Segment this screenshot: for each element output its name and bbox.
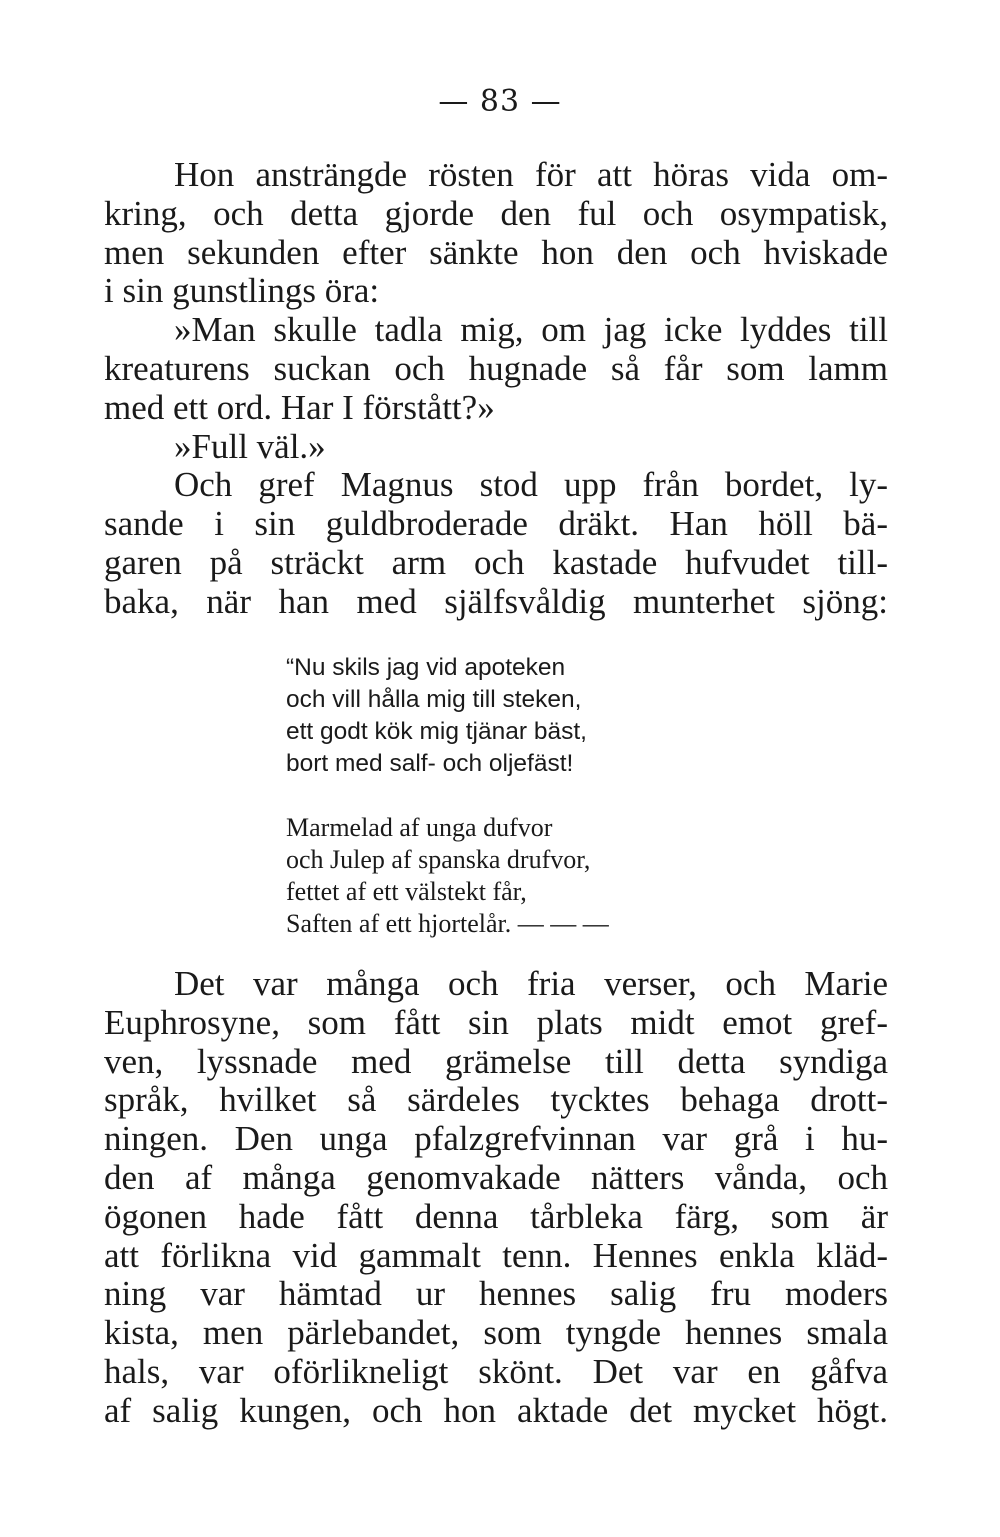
verse-line: ett godt kök mig tjänar bäst, <box>286 718 587 745</box>
text-line: Det var många och fria verser, och Marie <box>174 964 888 1003</box>
text-line: ögonen hade fått denna tårbleka färg, som är <box>104 1196 888 1236</box>
verse-line: och vill hålla mig till steken, <box>286 686 582 713</box>
text-line: men sekunden efter sänkte hon den och hviskade <box>104 232 888 272</box>
text-line: garen på sträckt arm och kastade hufvudet till- <box>104 542 888 582</box>
verse-line: Saften af ett hjortelår. — — — <box>286 909 609 938</box>
text-line: med ett ord. Har I förstått?» <box>104 387 495 427</box>
page-number: — 83 — <box>438 84 562 119</box>
text-line: språk, hvilket så särdeles tycktes behaga drott- <box>104 1080 888 1120</box>
verse-line: fettet af ett välstekt får, <box>286 877 527 906</box>
prose-block-top <box>104 156 888 622</box>
text-line: den af många genomvakade nätters vånda, och <box>104 1157 888 1197</box>
text-line: af salig kungen, och hon aktade det mycket högt. <box>104 1390 888 1430</box>
text-line: i sin gunstlings öra: <box>104 271 380 311</box>
text-line: »Full väl.» <box>174 426 326 466</box>
text-line: baka, när han med själfsvåldig munterhet sjöng: <box>104 581 888 621</box>
verse-stanza-1 <box>286 652 587 780</box>
text-line: kista, men pärlebandet, som tyngde hennes smala <box>104 1313 888 1353</box>
verse-stanza-2 <box>286 812 609 940</box>
verse-line: bort med salf- och oljefäst! <box>286 750 574 777</box>
text-line: ningen. Den unga pfalzgrefvinnan var grå i hu- <box>104 1119 888 1159</box>
text-line: »Man skulle tadla mig, om jag icke lyddes till <box>174 310 888 350</box>
text-line: Euphrosyne, som fått sin plats midt emot gref- <box>104 1002 888 1042</box>
text-line: hals, var oförlikneligt skönt. Det var en gåfva <box>104 1351 888 1391</box>
text-line: kring, och detta gjorde den ful och osympatisk, <box>104 193 888 233</box>
verse-line: Marmelad af unga dufvor <box>286 813 553 842</box>
text-line: Och gref Magnus stod upp från bordet, ly- <box>174 465 888 505</box>
text-line: Hon ansträngde rösten för att höras vida om- <box>174 155 888 194</box>
text-line: kreaturens suckan och hugnade så får som lamm <box>104 348 888 388</box>
text-line: att förlikna vid gammalt tenn. Hennes enkla kläd- <box>104 1235 888 1275</box>
verse-line: “Nu skils jag vid apoteken <box>286 654 566 681</box>
text-line: ven, lyssnade med grämelse till detta syndiga <box>104 1041 888 1081</box>
verse-line: och Julep af spanska drufvor, <box>286 845 591 874</box>
prose-block-bottom <box>104 965 888 1431</box>
text-line: sande i sin guldbroderade dräkt. Han höll bä- <box>104 504 888 544</box>
text-line: ning var hämtad ur hennes salig fru moders <box>104 1274 888 1314</box>
